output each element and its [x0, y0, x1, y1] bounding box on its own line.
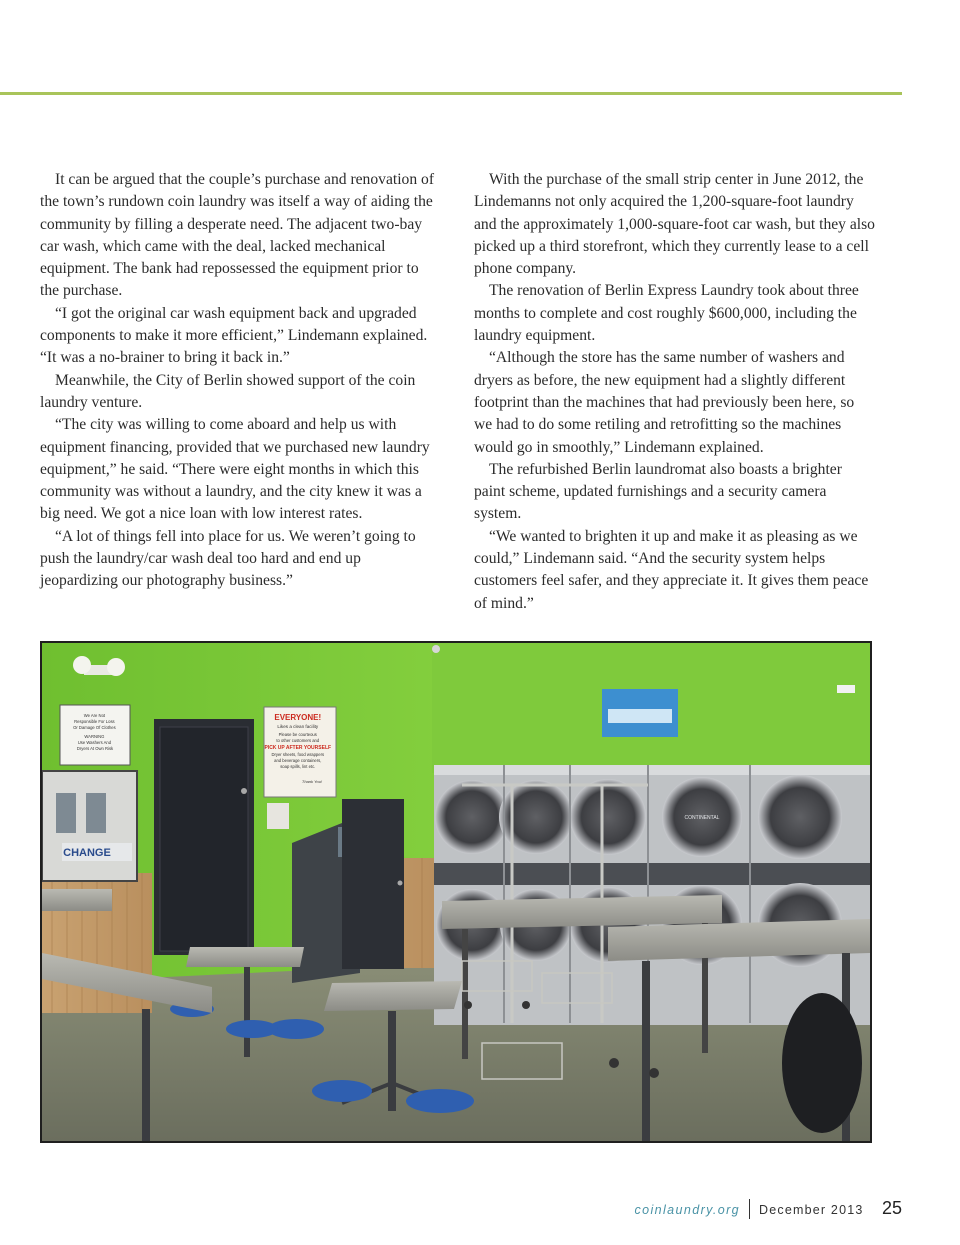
everyone-sign [264, 707, 336, 797]
sign-line: Please be courteous [278, 732, 317, 737]
sign-line: PICK UP AFTER YOURSELF [264, 745, 332, 751]
change-machine [42, 771, 137, 881]
electrical-box [267, 803, 289, 829]
sign-line: and beverage containers, [274, 758, 322, 763]
dryer-bank [434, 765, 870, 1025]
paragraph: “The city was willing to come aboard and help us with equipment financing, provided that we purchased new laundry equipment,” he said. “There were eight months in which this community was without a laundry, and the city knew it was a big need. We got a nice loan with low interest rates. [40, 416, 430, 523]
paragraph: The refurbished Berlin laundromat also boasts a brighter paint scheme, updated furnishings and a security camera system. [474, 460, 842, 523]
sign-line: Thank You! [301, 779, 323, 784]
change-label: CHANGE [63, 847, 111, 859]
sign-line: soap spills, lint etc. [280, 764, 316, 769]
security-camera [432, 645, 440, 653]
paragraph: It can be argued that the couple’s purchase and renovation of the town’s rundown coin laundry was itself a way of aiding the community by filling a desperate need. The adjacent two-bay car wash, which came with the deal, lacked mechanical equipment. The bank had repossessed the equipment prior to the purchase. [40, 171, 435, 300]
footer-divider [749, 1199, 750, 1219]
sign-line: Dryer sheets, food wrappers [271, 752, 325, 757]
sign-title: EVERYONE! [274, 713, 322, 722]
trash-bag [782, 993, 862, 1133]
door-right [342, 799, 404, 969]
sign-line: to other customers and [276, 738, 320, 743]
page-number: 25 [882, 1198, 903, 1218]
page-footer [0, 1199, 960, 1223]
paragraph: “Although the store has the same number of washers and dryers as before, the new equipment had a slightly different footprint than the machines that had previously been here, so we had to do some retiling and retrofitting so the machines would go in smoothly,” Lindemann explained. [474, 349, 855, 456]
notice-sign [60, 705, 130, 765]
paragraph: “A lot of things fell into place for us. We weren’t going to push the laundry/car wash deal too hard and end up jeopardizing our photography business.” [40, 527, 416, 590]
paragraph: “We wanted to brighten it up and make it as pleasing as we could,” Lindemann said. “And the security system helps customers feel safer, and they appreciate it. It gives them peace of mind.” [474, 527, 869, 612]
footer-date: December 2013 [759, 1203, 864, 1217]
laundromat-photo [40, 641, 872, 1143]
article-column-left [40, 169, 440, 593]
notice-line: Or Damage Of Clothes [73, 725, 116, 730]
top-rule [0, 92, 902, 95]
door-left [154, 719, 254, 955]
article-column-right [474, 169, 876, 615]
paragraph: “I got the original car wash equipment back and upgraded components to make it more efficient,” Lindemann explained. “It was a no-brainer to bring it back in.” [40, 304, 428, 367]
footer-site[interactable]: coinlaundry.org [634, 1203, 740, 1217]
paragraph: Meanwhile, the City of Berlin showed support of the coin laundry venture. [40, 371, 416, 411]
sign-line: Likes a clean facility [277, 724, 319, 729]
paragraph: The renovation of Berlin Express Laundry took about three months to complete and cost roughly $600,000, including the laundry equipment. [474, 282, 859, 345]
notice-line: We Are Not [83, 713, 106, 718]
notice-line: Responsible For Loss [74, 719, 115, 724]
notice-line: WARNING [84, 734, 105, 739]
notice-line: Dryers At Own Risk [76, 746, 114, 751]
notice-line: Use Washers And [77, 740, 112, 745]
machine-brand: CONTINENTAL [684, 815, 720, 821]
paragraph: With the purchase of the small strip center in June 2012, the Lindemanns not only acquired the 1,200-square-foot laundry and the approximately 1,000-square-foot car wash, but they also picked up a third storefront, which they currently lease to a cell phone company. [474, 171, 875, 278]
